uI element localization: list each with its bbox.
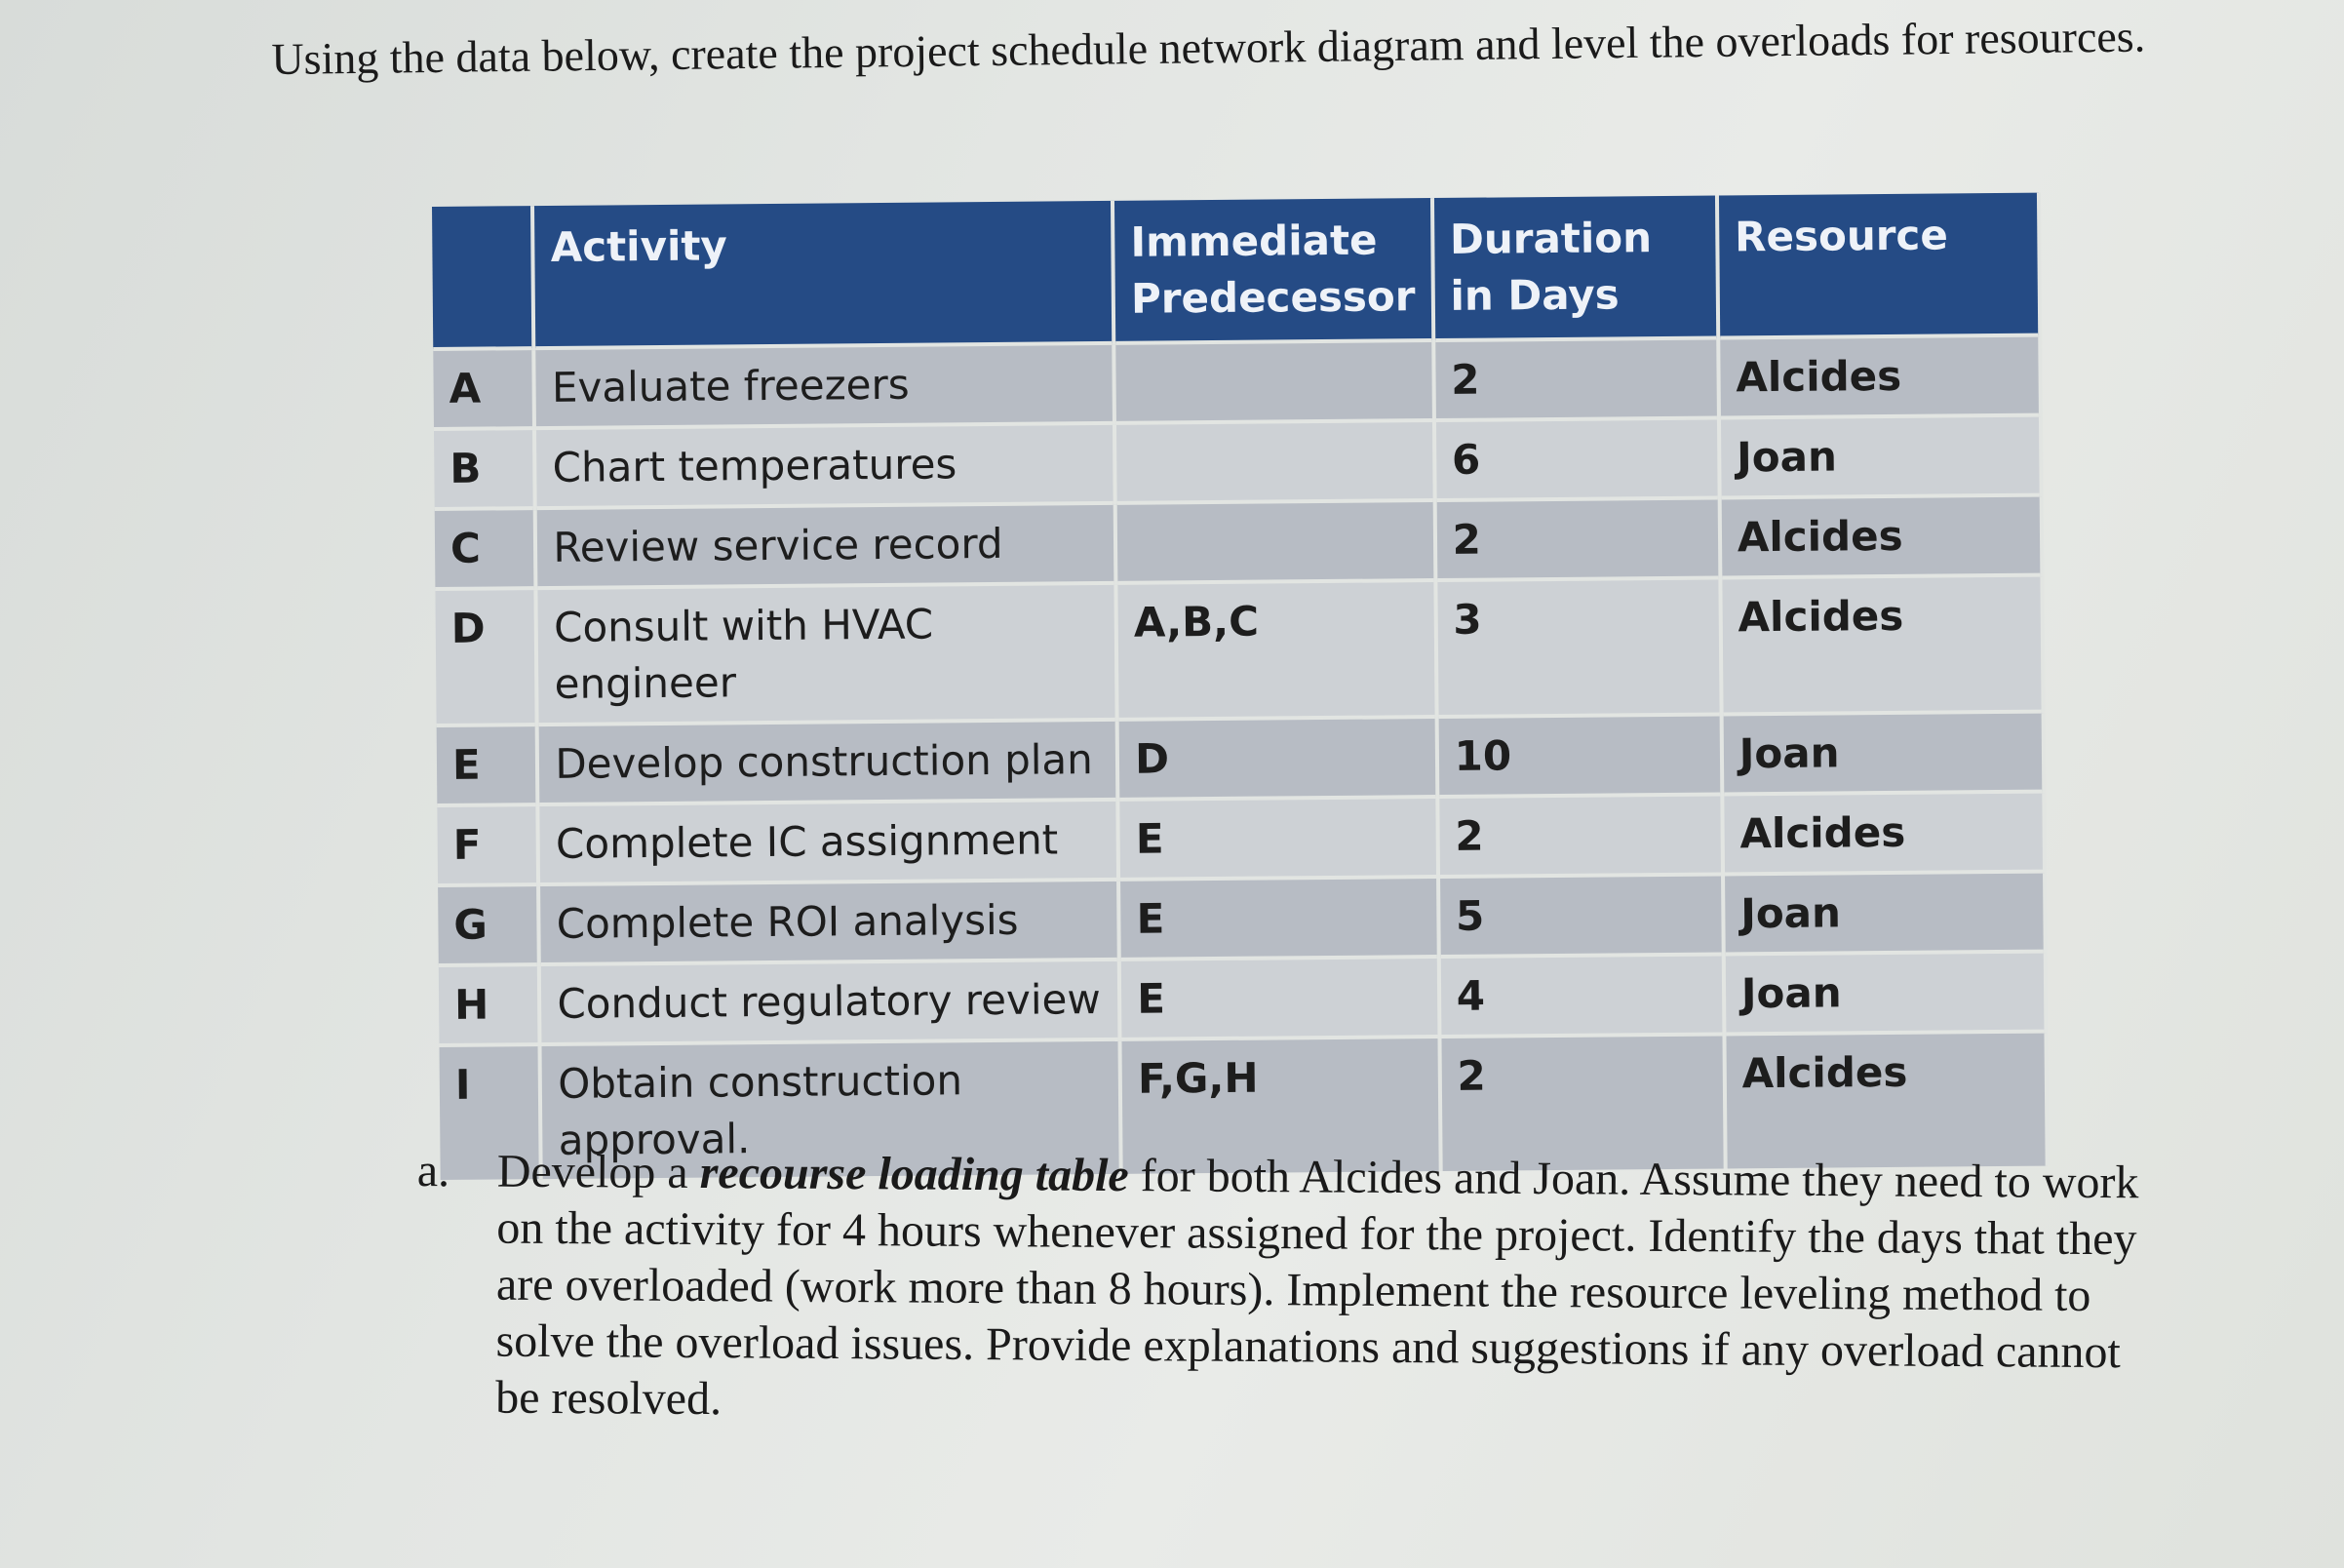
cell-predecessor: D — [1117, 717, 1437, 800]
cell-activity: Evaluate freezers — [534, 343, 1115, 428]
table-row — [435, 575, 2043, 725]
cell-duration: 2 — [1433, 337, 1719, 420]
cell-predecessor: A,B,C — [1116, 580, 1437, 720]
cell-duration: 6 — [1434, 417, 1720, 500]
cell-duration: 10 — [1436, 714, 1722, 797]
cell-duration: 3 — [1435, 577, 1721, 717]
task-a — [415, 1143, 2172, 1438]
task-emphasis: recourse loading table — [699, 1147, 1129, 1202]
cell-duration: 4 — [1438, 954, 1724, 1037]
cell-id: A — [433, 348, 534, 429]
cell-resource: Alcides — [1722, 792, 2045, 875]
cell-resource: Joan — [1721, 712, 2044, 795]
cell-activity: Obtain construction approval. — [540, 1039, 1121, 1179]
table-header-row — [432, 193, 2040, 349]
table-row — [437, 792, 2045, 885]
cell-activity: Conduct regulatory review — [539, 960, 1120, 1044]
cell-resource: Alcides — [1724, 1032, 2047, 1169]
table-row — [438, 872, 2046, 965]
table-row — [439, 952, 2047, 1045]
cell-resource: Joan — [1723, 872, 2046, 955]
header-duration: Duration in Days — [1432, 195, 1718, 340]
header-id — [432, 206, 534, 349]
cell-activity: Consult with HVAC engineer — [536, 583, 1117, 725]
task-body — [495, 1144, 2172, 1438]
cell-resource: Alcides — [1719, 495, 2042, 578]
cell-activity: Complete ROI analysis — [538, 880, 1119, 964]
table-row — [433, 335, 2041, 429]
task-marker: a. — [416, 1145, 450, 1197]
table-row — [434, 415, 2042, 509]
cell-duration: 5 — [1438, 874, 1724, 957]
cell-resource: Joan — [1719, 415, 2042, 498]
cell-duration: 2 — [1434, 497, 1720, 580]
cell-predecessor: E — [1119, 957, 1439, 1039]
question-text: Using the data below, create the project schedule network diagram and level the overloads for resources. — [271, 11, 2146, 84]
cell-predecessor: F,G,H — [1120, 1037, 1441, 1174]
cell-id: H — [439, 964, 540, 1045]
header-activity: Activity — [532, 201, 1113, 348]
cell-activity: Complete IC assignment — [538, 800, 1119, 884]
cell-resource: Alcides — [1720, 575, 2043, 715]
task-lead: Develop a — [496, 1145, 688, 1198]
cell-duration: 2 — [1439, 1034, 1725, 1171]
cell-activity: Review service record — [535, 503, 1116, 588]
cell-duration: 2 — [1437, 794, 1723, 877]
cell-id: I — [440, 1044, 542, 1180]
cell-id: G — [438, 884, 539, 965]
cell-predecessor — [1115, 500, 1435, 583]
cell-id: E — [437, 725, 538, 805]
cell-resource: Joan — [1724, 952, 2047, 1035]
header-predecessor: Immediate Predecessor — [1113, 198, 1433, 343]
cell-predecessor: E — [1118, 877, 1438, 960]
cell-id: F — [437, 804, 538, 885]
cell-activity: Chart temperatures — [534, 423, 1115, 508]
table-row — [435, 495, 2043, 589]
cell-resource: Alcides — [1718, 335, 2041, 418]
cell-predecessor — [1114, 420, 1434, 503]
cell-id: C — [435, 508, 536, 589]
cell-predecessor: E — [1118, 797, 1438, 880]
cell-id: D — [435, 588, 537, 725]
activity-table — [432, 193, 2050, 1180]
cell-id: B — [434, 428, 535, 509]
header-resource: Resource — [1717, 193, 2040, 338]
cell-activity: Develop construction plan — [537, 720, 1118, 804]
task-rest: for both Alcides and Joan. Assume they need to work on the activity for 4 hours whenever assigned for the project. Identify the days that they are overloaded (work more than 8 hours). Implement the resource leveling method to solve the overload issues. Provide explanations and suggestions if any overload cannot be resolved. — [494, 1150, 2139, 1426]
cell-predecessor — [1113, 340, 1433, 423]
table-row — [437, 712, 2045, 805]
